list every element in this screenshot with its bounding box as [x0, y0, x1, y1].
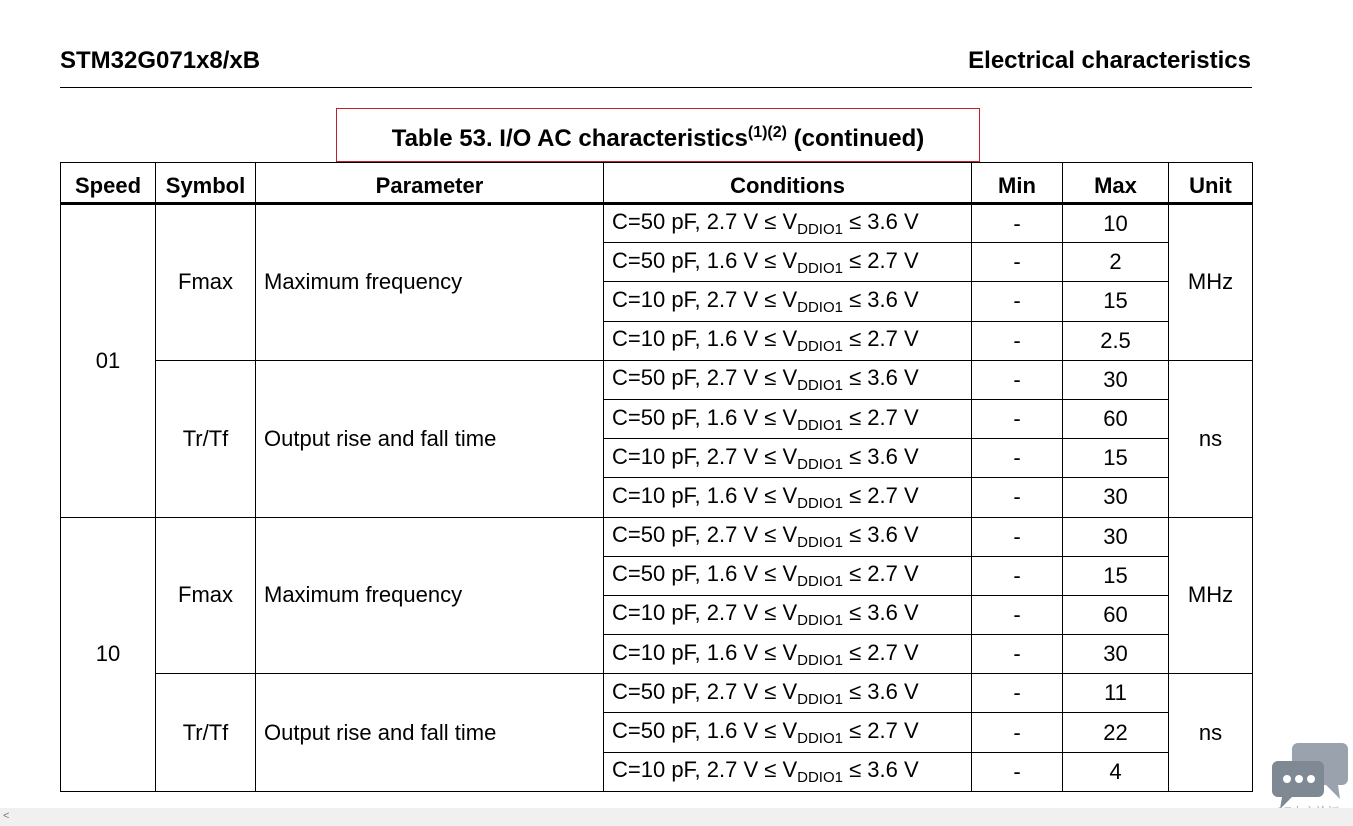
supply-symbol: V	[782, 326, 798, 352]
max-cell: 15	[1063, 282, 1169, 321]
min-cell: -	[972, 439, 1063, 478]
min-cell: -	[972, 321, 1063, 360]
table-body	[61, 204, 1253, 792]
condition-tail: ≤ 2.7 V	[842, 326, 919, 352]
supply-symbol: V	[782, 561, 798, 587]
parameter-cell: Maximum frequency	[256, 204, 604, 361]
condition-text: C=10 pF, 2.7 V ≤	[612, 757, 783, 783]
section-title: Electrical characteristics	[968, 47, 1251, 74]
min-cell: -	[972, 713, 1063, 752]
condition-text: C=10 pF, 1.6 V ≤	[612, 326, 783, 352]
conditions-cell	[604, 517, 972, 556]
max-cell: 60	[1063, 595, 1169, 634]
min-cell: -	[972, 674, 1063, 713]
condition-text: C=50 pF, 1.6 V ≤	[612, 718, 783, 744]
speed-cell: 01	[61, 204, 156, 518]
condition-tail: ≤ 3.6 V	[842, 209, 919, 235]
conditions-cell	[604, 635, 972, 674]
header-rule	[60, 87, 1252, 88]
symbol-cell: Fmax	[156, 204, 256, 361]
conditions-cell	[604, 478, 972, 517]
caption-title: Table 53. I/O AC characteristics	[391, 125, 748, 152]
supply-symbol: V	[782, 600, 798, 626]
supply-subscript: DDIO1	[797, 730, 843, 748]
min-cell: -	[972, 282, 1063, 321]
max-cell: 60	[1063, 399, 1169, 438]
conditions-cell	[604, 439, 972, 478]
col-header: Symbol	[156, 163, 256, 204]
supply-subscript: DDIO1	[797, 298, 843, 316]
conditions-cell	[604, 399, 972, 438]
condition-text: C=50 pF, 2.7 V ≤	[612, 209, 783, 235]
max-cell: 30	[1063, 635, 1169, 674]
conditions-cell	[604, 752, 972, 791]
max-cell: 10	[1063, 204, 1169, 243]
supply-subscript: DDIO1	[797, 769, 843, 787]
parameter-cell: Maximum frequency	[256, 517, 604, 674]
condition-text: C=10 pF, 1.6 V ≤	[612, 639, 783, 665]
scroll-left-arrow[interactable]: <	[3, 810, 10, 822]
max-cell: 30	[1063, 360, 1169, 399]
supply-symbol: V	[782, 639, 798, 665]
max-cell: 30	[1063, 517, 1169, 556]
col-header: Unit	[1169, 163, 1253, 204]
conditions-cell	[604, 713, 972, 752]
supply-subscript: DDIO1	[797, 534, 843, 552]
table-row	[61, 517, 1253, 556]
unit-cell: ns	[1169, 360, 1253, 517]
condition-tail: ≤ 3.6 V	[842, 678, 919, 704]
condition-tail: ≤ 2.7 V	[842, 247, 919, 273]
caption-notes: (1)(2)	[747, 124, 787, 141]
conditions-cell	[604, 674, 972, 713]
supply-symbol: V	[782, 247, 798, 273]
header-row	[61, 163, 1253, 204]
supply-subscript: DDIO1	[797, 651, 843, 669]
parameter-cell: Output rise and fall time	[256, 360, 604, 517]
condition-tail: ≤ 3.6 V	[842, 757, 919, 783]
conditions-cell	[604, 282, 972, 321]
min-cell: -	[972, 243, 1063, 282]
conditions-cell	[604, 595, 972, 634]
min-cell: -	[972, 478, 1063, 517]
supply-symbol: V	[782, 678, 798, 704]
condition-tail: ≤ 2.7 V	[842, 718, 919, 744]
horizontal-scrollbar[interactable]	[0, 808, 1353, 826]
symbol-cell: Tr/Tf	[156, 674, 256, 792]
condition-text: C=50 pF, 2.7 V ≤	[612, 678, 783, 704]
conditions-cell	[604, 204, 972, 243]
speed-cell: 10	[61, 517, 156, 791]
symbol-cell: Fmax	[156, 517, 256, 674]
supply-subscript: DDIO1	[797, 573, 843, 591]
min-cell: -	[972, 556, 1063, 595]
table-row	[61, 204, 1253, 243]
max-cell: 30	[1063, 478, 1169, 517]
condition-text: C=50 pF, 1.6 V ≤	[612, 247, 783, 273]
supply-symbol: V	[782, 286, 798, 312]
doc-id: STM32G071x8/xB	[60, 47, 261, 74]
conditions-cell	[604, 556, 972, 595]
supply-subscript: DDIO1	[797, 690, 843, 708]
col-header: Speed	[61, 163, 156, 204]
max-cell: 11	[1063, 674, 1169, 713]
condition-tail: ≤ 3.6 V	[842, 286, 919, 312]
conditions-cell	[604, 321, 972, 360]
condition-text: C=50 pF, 1.6 V ≤	[612, 404, 783, 430]
table-row	[61, 674, 1253, 713]
supply-symbol: V	[782, 757, 798, 783]
condition-text: C=10 pF, 2.7 V ≤	[612, 443, 783, 469]
supply-symbol: V	[782, 209, 798, 235]
max-cell: 2.5	[1063, 321, 1169, 360]
condition-tail: ≤ 2.7 V	[842, 561, 919, 587]
condition-tail: ≤ 3.6 V	[842, 443, 919, 469]
supply-symbol: V	[782, 365, 798, 391]
supply-symbol: V	[782, 522, 798, 548]
caption-suffix: (continued)	[793, 125, 925, 152]
min-cell: -	[972, 595, 1063, 634]
table-caption	[336, 124, 980, 153]
supply-subscript: DDIO1	[797, 338, 843, 356]
supply-subscript: DDIO1	[797, 455, 843, 473]
col-header: Max	[1063, 163, 1169, 204]
unit-cell: MHz	[1169, 517, 1253, 674]
max-cell: 4	[1063, 752, 1169, 791]
condition-tail: ≤ 2.7 V	[842, 404, 919, 430]
supply-subscript: DDIO1	[797, 221, 843, 239]
col-header: Conditions	[604, 163, 972, 204]
min-cell: -	[972, 399, 1063, 438]
supply-subscript: DDIO1	[797, 612, 843, 630]
supply-symbol: V	[782, 482, 798, 508]
io-ac-table	[60, 162, 1253, 792]
conditions-cell	[604, 243, 972, 282]
condition-text: C=50 pF, 2.7 V ≤	[612, 365, 783, 391]
min-cell: -	[972, 635, 1063, 674]
condition-text: C=10 pF, 2.7 V ≤	[612, 600, 783, 626]
min-cell: -	[972, 517, 1063, 556]
min-cell: -	[972, 204, 1063, 243]
col-header: Parameter	[256, 163, 604, 204]
condition-text: C=10 pF, 1.6 V ≤	[612, 482, 783, 508]
supply-subscript: DDIO1	[797, 416, 843, 434]
max-cell: 2	[1063, 243, 1169, 282]
condition-text: C=50 pF, 1.6 V ≤	[612, 561, 783, 587]
supply-subscript: DDIO1	[797, 259, 843, 277]
symbol-cell: Tr/Tf	[156, 360, 256, 517]
supply-symbol: V	[782, 404, 798, 430]
condition-tail: ≤ 3.6 V	[842, 600, 919, 626]
max-cell: 15	[1063, 439, 1169, 478]
min-cell: -	[972, 752, 1063, 791]
supply-subscript: DDIO1	[797, 377, 843, 395]
conditions-cell	[604, 360, 972, 399]
unit-cell: ns	[1169, 674, 1253, 792]
condition-tail: ≤ 2.7 V	[842, 482, 919, 508]
col-header: Min	[972, 163, 1063, 204]
unit-cell: MHz	[1169, 204, 1253, 361]
supply-symbol: V	[782, 718, 798, 744]
condition-tail: ≤ 2.7 V	[842, 639, 919, 665]
condition-tail: ≤ 3.6 V	[842, 522, 919, 548]
max-cell: 15	[1063, 556, 1169, 595]
max-cell: 22	[1063, 713, 1169, 752]
condition-text: C=10 pF, 2.7 V ≤	[612, 286, 783, 312]
min-cell: -	[972, 360, 1063, 399]
parameter-cell: Output rise and fall time	[256, 674, 604, 792]
table-row	[61, 360, 1253, 399]
supply-symbol: V	[782, 443, 798, 469]
condition-text: C=50 pF, 2.7 V ≤	[612, 522, 783, 548]
condition-tail: ≤ 3.6 V	[842, 365, 919, 391]
supply-subscript: DDIO1	[797, 494, 843, 512]
